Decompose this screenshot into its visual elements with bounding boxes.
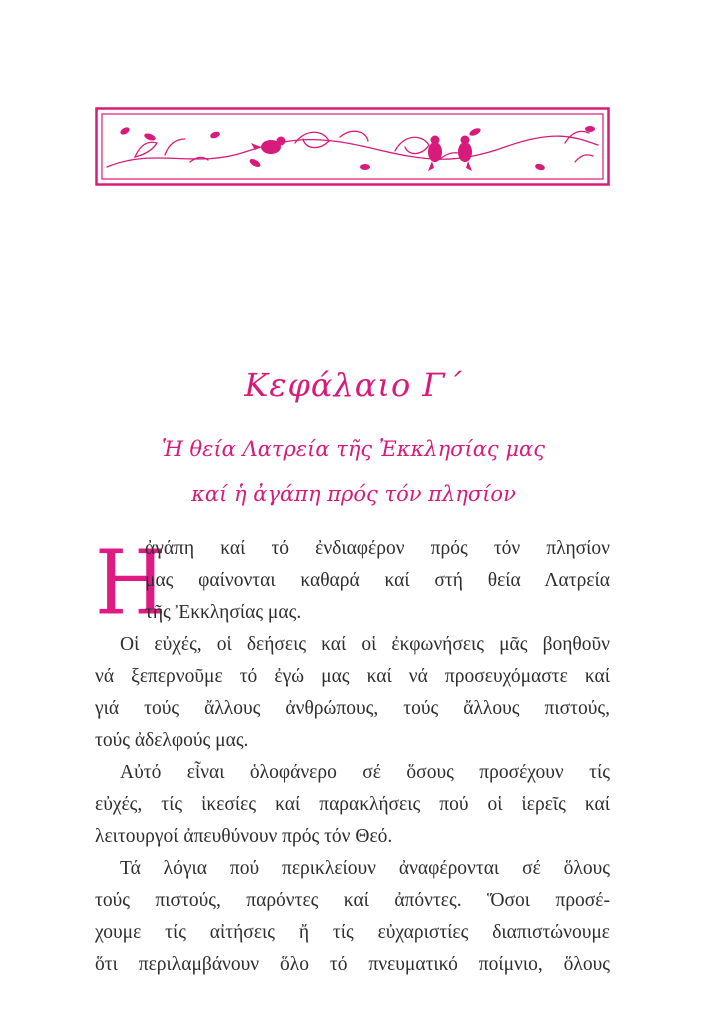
chapter-subtitle-line1: Ἡ θεία Λατρεία τῆς Ἐκκλησίας μας: [162, 437, 545, 461]
decorative-banner: [95, 107, 610, 186]
chapter-subtitle-line2: καί ἡ ἀγάπη πρός τόν πλησίον: [191, 482, 516, 506]
chapter-title: Κεφάλαιο Γ΄: [244, 366, 463, 404]
vine-ornament-icon: [95, 107, 610, 186]
text-line: τούς πιστούς, παρόντες καί ἀπόντες. Ὅσοι προσέ-: [95, 890, 610, 911]
text-line: εὐχές, τίς ἱκεσίες καί παρακλήσεις πού οἱ ἱερεῖς καί: [95, 794, 610, 815]
text-line: μας φαίνονται καθαρά καί στή θεία Λατρεία: [145, 570, 610, 591]
text-line: νά ξεπερνοῦμε τό ἐγώ μας καί νά προσευχόμαστε καί: [95, 666, 610, 687]
text-line: χουμε τίς αἰτήσεις ἤ τίς εὐχαριστίες διαπιστώνουμε: [95, 922, 610, 943]
text-line: γιά τούς ἄλλους ἀνθρώπους, τούς ἄλλους πιστούς,: [95, 698, 610, 719]
bird-icon: [458, 136, 472, 172]
text-line: τῆς Ἐκκλησίας μας.: [145, 602, 302, 623]
text-line: τούς ἀδελφούς μας.: [95, 730, 249, 751]
drop-cap: Η: [95, 532, 167, 636]
text-line: Τά λόγια πού περικλείουν ἀναφέρονται σέ ὅλους: [120, 858, 610, 879]
text-line: Οἱ εὐχές, οἱ δεήσεις καί οἱ ἐκφωνήσεις μᾶς βοηθοῦν: [120, 634, 610, 655]
text-line: ἀγάπη καί τό ἐνδιαφέρον πρός τόν πλησίον: [145, 538, 610, 559]
text-line: λειτουργοί ἀπευθύνουν πρός τόν Θεό.: [95, 826, 393, 847]
text-line: Αὐτό εἶναι ὁλοφάνερο σέ ὅσους προσέχουν τίς: [120, 762, 610, 783]
text-line: ὅτι περιλαμβάνουν ὅλο τό πνευματικό ποίμνιο, ὅλους: [95, 954, 610, 975]
bird-icon: [251, 137, 286, 155]
bird-icon: [428, 136, 442, 172]
